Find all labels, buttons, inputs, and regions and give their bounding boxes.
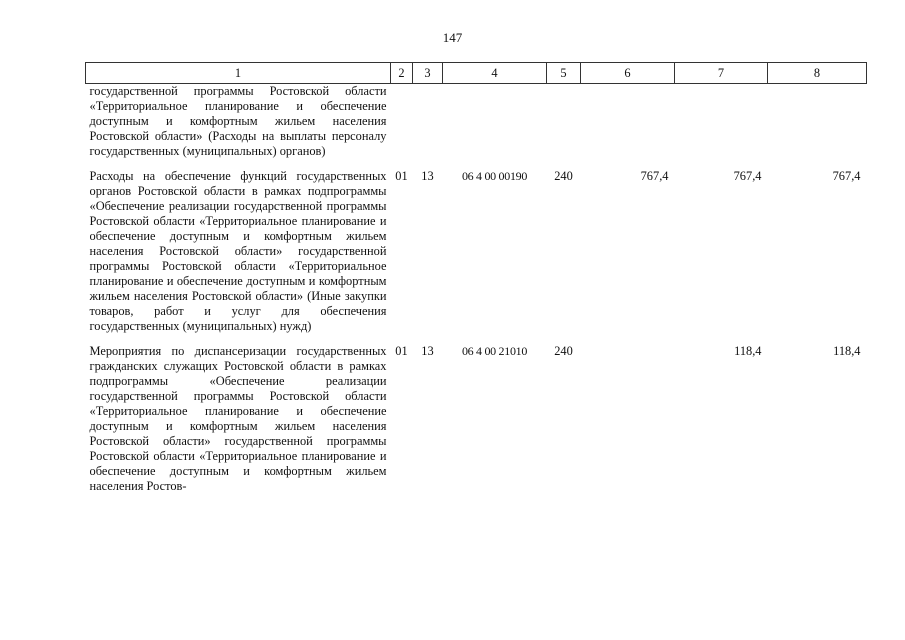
row-description: государственной программы Ростовской области «Территориальное планирование и обеспечение доступным и комфортным жильем населения Ростовской области» (Расходы на выплаты персоналу государственных (муниципальных) органов)	[89, 84, 387, 158]
column-header: 8	[768, 63, 867, 84]
row-spacer	[86, 334, 867, 344]
table-row	[86, 344, 867, 494]
expense-type-code	[547, 84, 581, 160]
amount-column-7: 118,4	[734, 344, 762, 358]
expense-type-code: 240	[554, 344, 573, 358]
column-header: 4	[443, 63, 547, 84]
amount-column-6	[581, 84, 675, 160]
section-code	[391, 84, 413, 160]
table-header-row	[86, 63, 867, 84]
amount-column-6	[581, 344, 675, 494]
amount-column-8: 118,4	[833, 344, 861, 358]
target-article-code	[443, 84, 547, 160]
column-header: 1	[86, 63, 391, 84]
row-description: Расходы на обеспечение функций государственных органов Ростовской области в рамках подпрограммы «Обеспечение реализации государственной программы Ростовской области «Территориальное планирование и обеспечение доступным и комфортным жильем населения Ростовской области» государственной программы Ростовской области «Территориальное планирование и обеспечение доступным и комфортным жильем населения Ростовской области» (Иные закупки товаров, работ и услуг для обеспечения государственных (муниципальных) нужд)	[89, 169, 387, 333]
table-row	[86, 84, 867, 160]
amount-column-8: 767,4	[832, 169, 861, 183]
row-spacer	[86, 159, 867, 169]
page-number: 147	[442, 30, 463, 45]
column-header: 6	[581, 63, 675, 84]
amount-column-6: 767,4	[640, 169, 669, 183]
target-article-code: 06 4 00 21010	[461, 344, 528, 358]
subsection-code: 13	[421, 169, 434, 183]
budget-table	[85, 62, 867, 494]
subsection-code	[413, 84, 443, 160]
amount-column-8	[768, 84, 867, 160]
column-header: 7	[675, 63, 768, 84]
section-code: 01	[395, 169, 408, 183]
column-header: 5	[547, 63, 581, 84]
table-row	[86, 169, 867, 334]
amount-column-7	[675, 84, 768, 160]
expense-type-code: 240	[554, 169, 573, 183]
row-description: Мероприятия по диспансеризации государственных гражданских служащих Ростовской области в рамках подпрограммы «Обеспечение реализации государственной программы Ростовской области «Территориальное планирование и обеспечение доступным и комфортным жильем населения Ростовской области» государственной программы Ростовской области «Территориальное планирование и обеспечение доступным и комфортным жильем населения Ростов-	[89, 344, 387, 493]
subsection-code: 13	[421, 344, 434, 358]
column-header: 2	[391, 63, 413, 84]
section-code: 01	[395, 344, 408, 358]
column-header: 3	[413, 63, 443, 84]
target-article-code: 06 4 00 00190	[461, 169, 528, 183]
amount-column-7: 767,4	[733, 169, 762, 183]
